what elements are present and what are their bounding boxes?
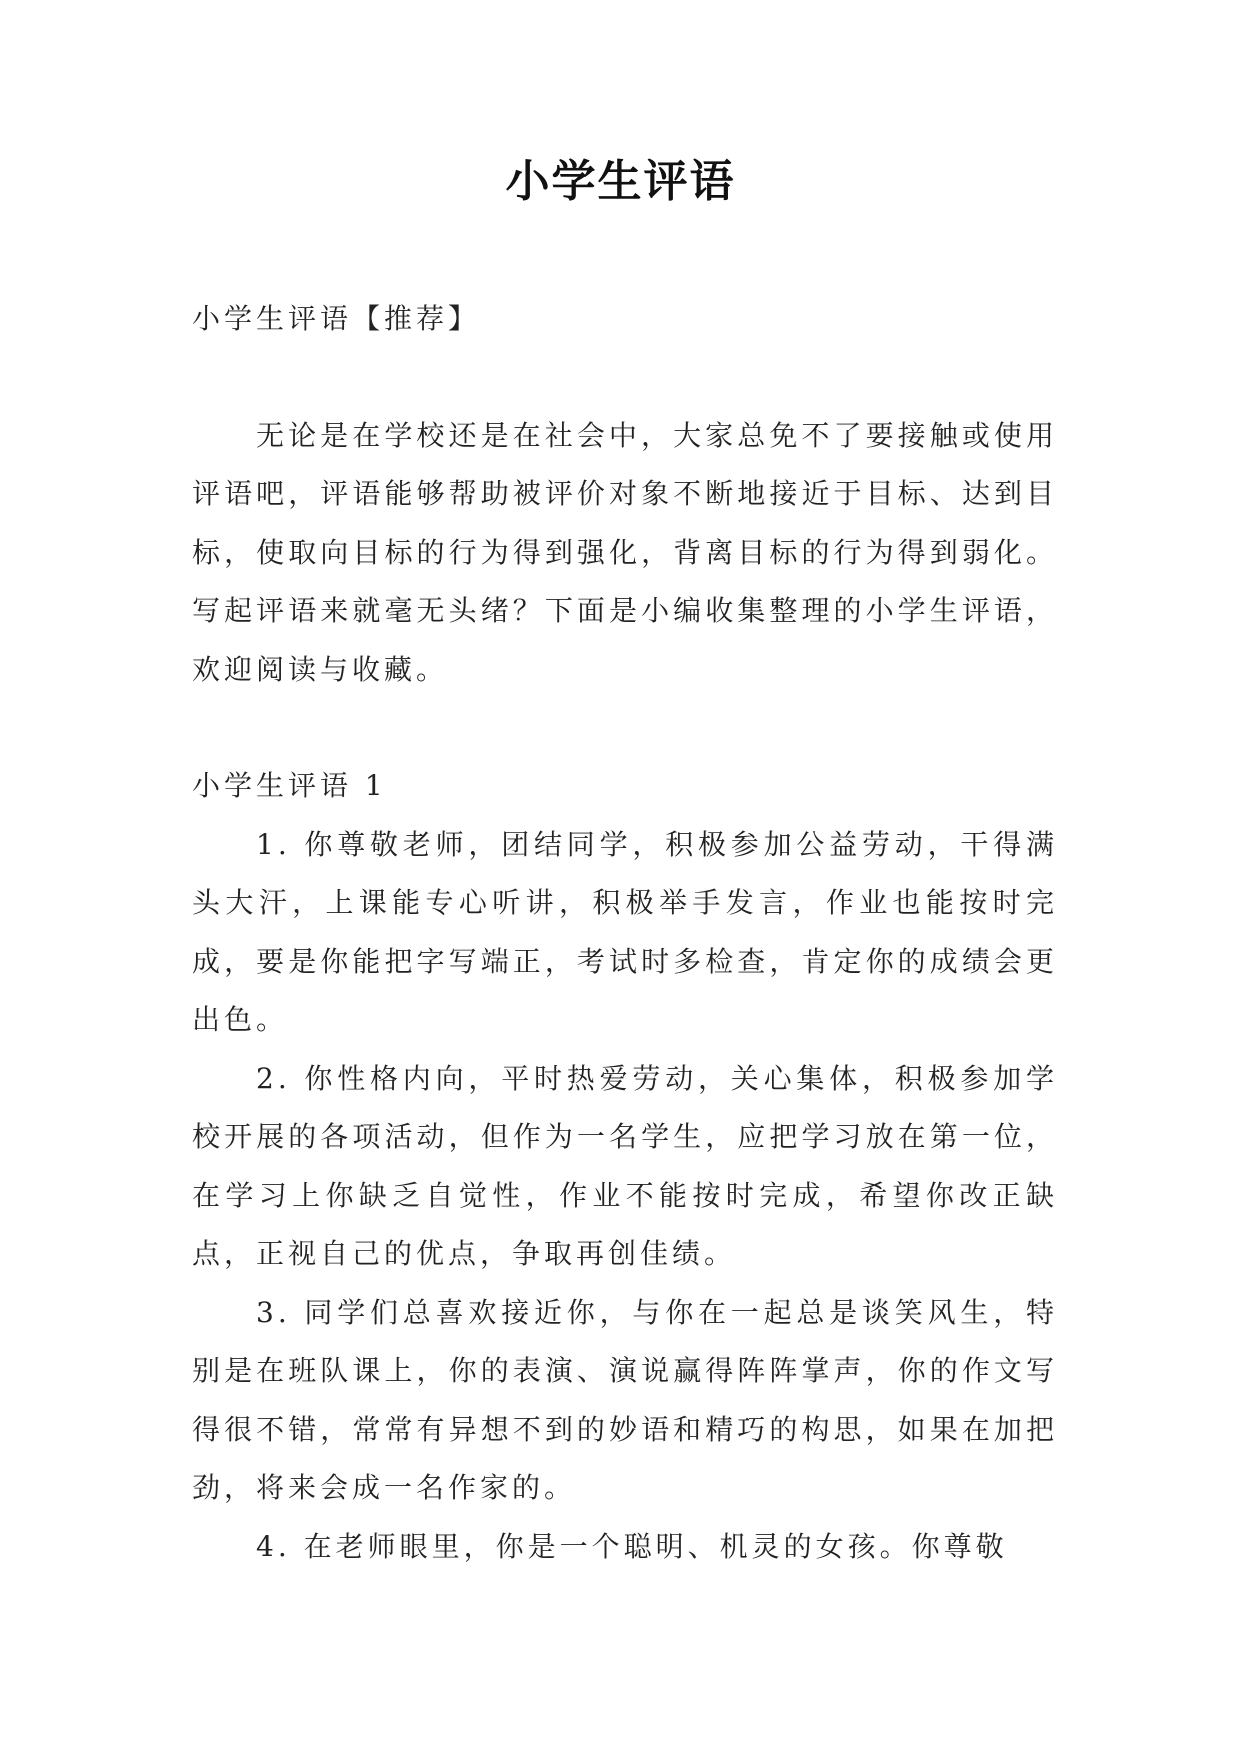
intro-paragraph: 无论是在学校还是在社会中，大家总免不了要接触或使用评语吧，评语能够帮助被评价对象不断地接近于目标、达到目标，使取向目标的行为得到强化，背离目标的行为得到弱化。写起评语来就毫无头绪？下面是小编收集整理的小学生评语，欢迎阅读与收藏。	[192, 418, 1058, 686]
document-body	[192, 290, 1058, 1576]
comment-item-3: 3. 同学们总喜欢接近你，与你在一起总是谈笑风生，特别是在班队课上，你的表演、演说赢得阵阵掌声，你的作文写得很不错，常常有异想不到的妙语和精巧的构思，如果在加把劲，将来会成一名作家的。	[192, 1295, 1058, 1504]
comment-item-1: 1. 你尊敬老师，团结同学，积极参加公益劳动，干得满头大汗，上课能专心听讲，积极举手发言，作业也能按时完成，要是你能把字写端正，考试时多检查，肯定你的成绩会更出色。	[192, 827, 1058, 1036]
section-heading: 小学生评语 1	[192, 769, 387, 802]
comment-item-4: 4. 在老师眼里，你是一个聪明、机灵的女孩。你尊敬	[256, 1529, 1008, 1563]
comment-item-2: 2. 你性格内向，平时热爱劳动，关心集体，积极参加学校开展的各项活动，但作为一名学生，应把学习放在第一位，在学习上你缺乏自觉性，作业不能按时完成，希望你改正缺点，正视自己的优点，争取再创佳绩。	[192, 1061, 1058, 1270]
document-title: 小学生评语	[505, 156, 736, 207]
document-subtitle: 小学生评语【推荐】	[192, 302, 481, 335]
